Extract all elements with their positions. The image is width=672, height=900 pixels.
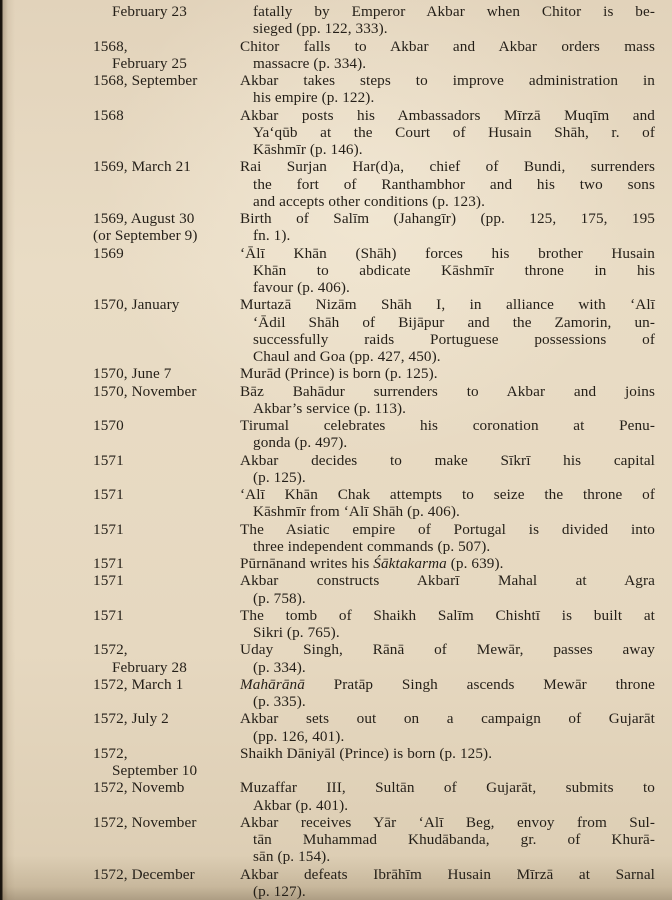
event-text: the fort of Ranthambhor and his two sons — [253, 175, 655, 193]
event-line — [240, 227, 655, 244]
date-line: (or September 9) — [93, 227, 198, 245]
event-line — [240, 728, 655, 745]
chronology-entry — [0, 296, 672, 365]
entry-description — [240, 521, 655, 556]
event-line — [240, 141, 655, 158]
date-line: 1571 — [93, 606, 124, 624]
event-line — [240, 296, 655, 313]
event-text: (p. 335). — [253, 693, 306, 710]
date-line: 1571 — [93, 486, 124, 503]
date-line: February 28 — [112, 658, 187, 676]
event-text: (pp. 126, 401). — [253, 727, 345, 745]
entry-description — [240, 245, 655, 297]
date-line: 1571 — [93, 520, 124, 538]
event-line — [240, 883, 655, 900]
chronology-entry — [0, 72, 672, 107]
entry-description — [240, 452, 655, 487]
event-text: Bāz Bahādur surrenders to Akbar and joins — [240, 382, 655, 400]
date-line: 1569, August 30 — [93, 210, 195, 227]
event-text: Ya‘qūb at the Court of Husain Shāh, r. of — [253, 123, 655, 141]
event-line — [240, 383, 655, 400]
event-line — [240, 538, 655, 555]
event-text: favour (p. 406). — [253, 279, 350, 296]
chronology-entry — [0, 710, 672, 745]
chronology-entry — [0, 158, 672, 210]
date-line: 1571 — [93, 555, 124, 572]
chronology-entry — [0, 486, 672, 521]
event-line — [240, 469, 655, 486]
event-text: Kāshmīr (p. 146). — [253, 141, 363, 158]
event-text: The tomb of Shaikh Salīm Chishtī is built at — [240, 606, 655, 624]
event-text: Pūrnānand writes his — [240, 555, 374, 572]
event-line — [240, 348, 655, 365]
event-line — [240, 503, 655, 520]
event-line — [240, 245, 655, 262]
entry-date — [93, 676, 240, 711]
event-text: Birth of Salīm (Jahangīr) (pp. 125, 175, 195 — [240, 210, 655, 227]
date-line: 1570, January — [93, 296, 180, 314]
entry-description — [240, 158, 655, 210]
entry-date — [93, 383, 240, 418]
date-line: 1568 — [93, 106, 124, 124]
event-line — [240, 676, 655, 693]
entry-date — [93, 3, 240, 38]
event-line — [240, 331, 655, 348]
entry-description — [240, 745, 655, 780]
event-text: three independent commands (p. 507). — [253, 537, 491, 555]
entry-description — [240, 3, 655, 38]
chronology-entry — [0, 572, 672, 607]
date-line: 1572, December — [93, 865, 195, 883]
entry-date — [93, 641, 240, 676]
event-text: Akbar posts his Ambassadors Mīrzā Muqīm and — [240, 106, 655, 124]
chronology-entry — [0, 245, 672, 297]
event-text: tān Muhammad Khudābanda, gr. of Khurā- — [253, 831, 655, 848]
date-line: 1572, March 1 — [93, 675, 184, 693]
event-line — [240, 89, 655, 106]
event-line — [240, 814, 655, 831]
chronology-entry — [0, 210, 672, 245]
chronology-entry — [0, 3, 672, 38]
event-text: Kāshmīr from ‘Alī Shāh (p. 406). — [253, 503, 460, 521]
date-line: 1570, November — [93, 382, 197, 400]
event-line — [240, 365, 655, 382]
event-text: successfully raids Portuguese possessions of — [253, 330, 655, 348]
chronology-entry — [0, 38, 672, 73]
entry-description — [240, 72, 655, 107]
chronology-entry — [0, 814, 672, 866]
event-line — [240, 72, 655, 89]
date-line: 1568, September — [93, 72, 198, 89]
italic-text: Mahārānā — [240, 675, 305, 693]
event-text: sieged (pp. 122, 333). — [253, 20, 388, 38]
entry-date — [93, 452, 240, 487]
event-line — [240, 452, 655, 469]
event-text: Chaul and Goa (pp. 427, 450). — [253, 348, 441, 365]
event-text: Muzaffar III, Sultān of Gujarāt, submits to — [240, 779, 655, 797]
event-text: Akbar takes steps to improve administration in — [240, 72, 655, 89]
date-line: 1571 — [93, 451, 124, 469]
event-text: Akbar (p. 401). — [253, 796, 349, 814]
event-text: Tirumal celebrates his coronation at Penu- — [240, 417, 655, 434]
event-line — [240, 193, 655, 210]
entry-description — [240, 607, 655, 642]
entry-date — [93, 555, 240, 572]
entry-description — [240, 365, 655, 382]
chronology-entry — [0, 607, 672, 642]
event-line — [240, 590, 655, 607]
chronology-entry — [0, 107, 672, 159]
entry-description — [240, 676, 655, 711]
event-text: ‘Ādil Shāh of Bijāpur and the Zamorin, un- — [253, 313, 655, 331]
entry-date — [93, 38, 240, 73]
event-text: Akbar sets out on a campaign of Gujarāt — [240, 710, 655, 728]
entry-description — [240, 417, 655, 452]
event-line — [240, 417, 655, 434]
event-text: Murtazā Nizām Shāh I, in alliance with ‘Alī — [240, 296, 655, 314]
event-text: Shaikh Dāniyāl (Prince) is born (p. 125). — [240, 744, 493, 762]
entry-date — [93, 365, 240, 382]
chronology-entry — [0, 365, 672, 382]
event-line — [240, 262, 655, 279]
chronology-entry — [0, 521, 672, 556]
event-line — [240, 555, 655, 572]
date-line: 1572, Novemb — [93, 779, 185, 797]
date-line: 1571 — [93, 572, 124, 590]
entry-description — [240, 555, 655, 572]
event-line — [240, 710, 655, 727]
event-line — [240, 779, 655, 796]
entry-description — [240, 779, 655, 814]
event-text: (p. 125). — [253, 468, 306, 486]
entry-date — [93, 296, 240, 365]
date-line: 1572, July 2 — [93, 710, 169, 728]
event-text: (p. 334). — [253, 658, 306, 676]
event-text: ‘Alī Khān Chak attempts to seize the throne of — [240, 486, 655, 503]
entry-description — [240, 383, 655, 418]
event-text: Uday Singh, Rānā of Mewār, passes away — [240, 641, 655, 659]
event-text: Sikri (p. 765). — [253, 624, 340, 641]
event-text: gonda (p. 497). — [253, 434, 348, 452]
chronology-entry — [0, 676, 672, 711]
entry-date — [93, 521, 240, 556]
event-line — [240, 607, 655, 624]
chronology-entry — [0, 555, 672, 572]
event-line — [240, 641, 655, 658]
event-line — [240, 745, 655, 762]
event-text: Pratāp Singh ascends Mewār throne — [304, 675, 655, 693]
chronology-entry — [0, 383, 672, 418]
entry-date — [93, 710, 240, 745]
event-line — [240, 434, 655, 451]
event-text: Rai Surjan Har(d)a, chief of Bundi, surrenders — [240, 158, 655, 176]
entry-date — [93, 866, 240, 900]
date-line: February 23 — [112, 3, 187, 20]
entry-description — [240, 641, 655, 676]
entry-date — [93, 210, 240, 245]
chronology-entry — [0, 866, 672, 900]
event-line — [240, 521, 655, 538]
event-line — [240, 659, 655, 676]
event-line — [240, 210, 655, 227]
entry-date — [93, 107, 240, 159]
event-text: Akbar receives Yār ‘Alī Beg, envoy from Sul- — [240, 813, 655, 831]
event-line — [240, 866, 655, 883]
entry-description — [240, 486, 655, 521]
event-text: (p. 758). — [253, 589, 306, 607]
event-text: Akbar defeats Ibrāhīm Husain Mīrzā at Sarnal — [240, 865, 655, 883]
event-text: Akbar constructs Akbarī Mahal at Agra — [240, 572, 655, 590]
event-line — [240, 693, 655, 710]
entry-date — [93, 779, 240, 814]
date-line: 1570 — [93, 417, 124, 434]
event-line — [240, 176, 655, 193]
event-text: ‘Ālī Khān (Shāh) forces his brother Husain — [240, 244, 655, 262]
entry-date — [93, 745, 240, 780]
date-line: 1569 — [93, 244, 124, 262]
entry-description — [240, 210, 655, 245]
italic-text: Śāktakarma — [373, 555, 447, 572]
event-text: massacre (p. 334). — [253, 54, 367, 72]
entry-date — [93, 72, 240, 107]
entry-date — [93, 486, 240, 521]
event-text: Khān to abdicate Kāshmīr throne in his — [253, 261, 655, 279]
event-text: Chitor falls to Akbar and Akbar orders mass — [240, 37, 655, 55]
event-text: fatally by Emperor Akbar when Chitor is be- — [253, 3, 655, 20]
event-line — [240, 797, 655, 814]
entry-description — [240, 710, 655, 745]
event-line — [240, 572, 655, 589]
entry-description — [240, 814, 655, 866]
event-text: (p. 639). — [446, 555, 504, 572]
event-text: The Asiatic empire of Portugal is divided into — [240, 520, 655, 538]
chronology-list — [0, 3, 672, 900]
event-line — [240, 38, 655, 55]
event-line — [240, 624, 655, 641]
event-text: fn. 1). — [253, 227, 291, 245]
event-text: and accepts other conditions (p. 123). — [253, 192, 485, 210]
entry-date — [93, 245, 240, 297]
date-line: 1572, — [93, 641, 128, 659]
entry-date — [93, 572, 240, 607]
date-line: 1569, March 21 — [93, 158, 191, 176]
entry-date — [93, 158, 240, 210]
event-line — [240, 279, 655, 296]
date-line: 1572, — [93, 744, 128, 762]
event-line — [240, 107, 655, 124]
chronology-entry — [0, 417, 672, 452]
entry-date — [93, 814, 240, 866]
entry-description — [240, 107, 655, 159]
entry-description — [240, 38, 655, 73]
event-text: Akbar decides to make Sīkrī his capital — [240, 451, 655, 469]
chronology-entry — [0, 452, 672, 487]
event-line — [240, 486, 655, 503]
event-line — [240, 400, 655, 417]
date-line: September 10 — [112, 762, 198, 779]
chronology-entry — [0, 641, 672, 676]
event-line — [240, 831, 655, 848]
date-line: 1572, November — [93, 813, 197, 831]
entry-description — [240, 572, 655, 607]
chronology-entry — [0, 779, 672, 814]
entry-date — [93, 417, 240, 452]
event-line — [240, 55, 655, 72]
event-line — [240, 20, 655, 37]
event-text: Murād (Prince) is born (p. 125). — [240, 365, 438, 383]
event-text: his empire (p. 122). — [253, 89, 375, 107]
event-line — [240, 314, 655, 331]
event-text: Akbar’s service (p. 113). — [253, 399, 407, 417]
date-line: 1570, June 7 — [93, 365, 172, 383]
entry-description — [240, 296, 655, 365]
entry-description — [240, 866, 655, 900]
event-text: (p. 127). — [253, 882, 306, 900]
date-line: February 25 — [112, 54, 187, 72]
date-line: 1568, — [93, 37, 128, 55]
event-line — [240, 3, 655, 20]
chronology-entry — [0, 745, 672, 780]
event-text: sān (p. 154). — [253, 848, 331, 866]
entry-date — [93, 607, 240, 642]
event-line — [240, 158, 655, 175]
event-line — [240, 848, 655, 865]
event-line — [240, 124, 655, 141]
